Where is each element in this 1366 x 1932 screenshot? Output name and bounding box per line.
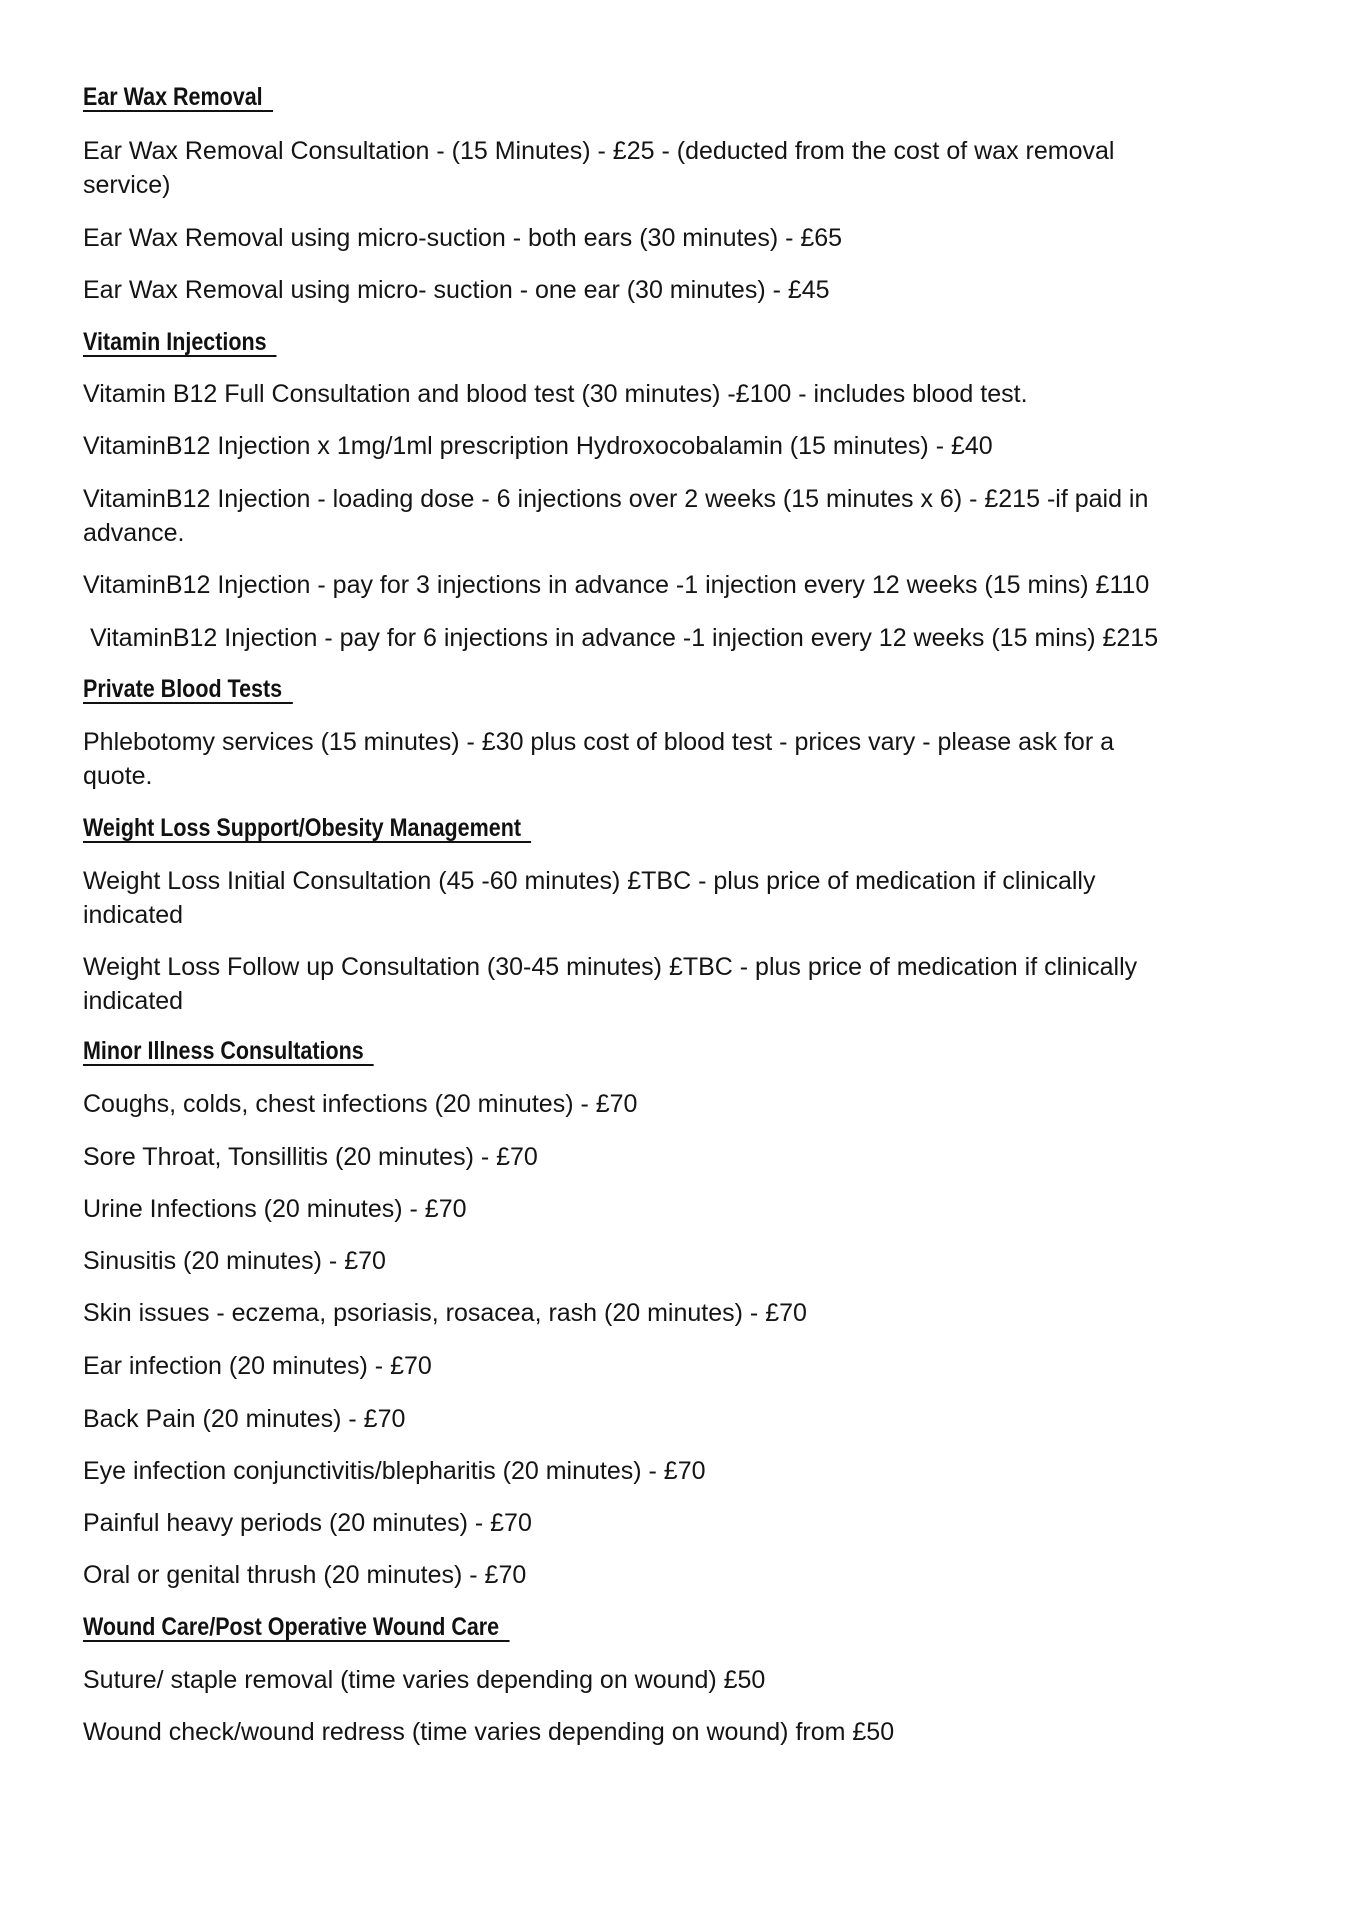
section-heading-weight-loss: [83, 813, 531, 843]
heading-text: Private Blood Tests: [83, 676, 292, 704]
service-item-line: advance.: [83, 519, 185, 547]
service-item: [83, 866, 1095, 930]
service-item: [83, 379, 1028, 409]
heading-text: Vitamin Injections: [83, 329, 277, 357]
service-item: [83, 484, 1148, 548]
service-item-line: Wound check/wound redress (time varies depending on wound) from £50: [83, 1718, 895, 1746]
service-item-line: Vitamin B12 Full Consultation and blood test (30 minutes) -£100 - includes blood test.: [83, 380, 1028, 408]
service-item: [83, 1404, 405, 1434]
service-item-line: Suture/ staple removal (time varies depending on wound) £50: [83, 1666, 766, 1694]
service-item-line: Oral or genital thrush (20 minutes) - £70: [83, 1561, 527, 1589]
service-item: [83, 1456, 706, 1486]
service-item: [83, 1351, 432, 1381]
service-item: [83, 623, 1158, 653]
service-item: [83, 1089, 637, 1119]
service-item-line: Urine Infections (20 minutes) - £70: [83, 1195, 467, 1223]
service-item-line: Eye infection conjunctivitis/blepharitis (20 minutes) - £70: [83, 1457, 706, 1485]
service-item-line: Phlebotomy services (15 minutes) - £30 plus cost of blood test - prices vary - please ask for a: [83, 728, 1115, 756]
heading-text: Minor Illness Consultations: [83, 1038, 374, 1066]
service-item-line: Painful heavy periods (20 minutes) - £70: [83, 1509, 532, 1537]
service-item-line: Skin issues - eczema, psoriasis, rosacea, rash (20 minutes) - £70: [83, 1299, 807, 1327]
service-item-line: VitaminB12 Injection - pay for 3 injections in advance -1 injection every 12 weeks (15 mins) £110: [83, 571, 1150, 599]
service-item-line: Ear infection (20 minutes) - £70: [83, 1352, 432, 1380]
heading-text: Wound Care/Post Operative Wound Care: [83, 1614, 509, 1642]
service-item: [83, 1194, 467, 1224]
service-item-line: Ear Wax Removal Consultation - (15 Minutes) - £25 - (deducted from the cost of wax removal: [83, 137, 1115, 165]
service-item-line: Weight Loss Follow up Consultation (30-45 minutes) £TBC - plus price of medication if clinically: [83, 953, 1138, 981]
service-item-line: Ear Wax Removal using micro-suction - both ears (30 minutes) - £65: [83, 224, 843, 252]
service-item-line: Back Pain (20 minutes) - £70: [83, 1405, 406, 1433]
service-item-line: VitaminB12 Injection - pay for 6 injections in advance -1 injection every 12 weeks (15 mins) £215: [83, 624, 1159, 652]
section-heading-ear-wax-removal: [83, 82, 273, 112]
service-item: [83, 952, 1137, 1016]
service-item-line: VitaminB12 Injection - loading dose - 6 injections over 2 weeks (15 minutes x 6) - £215 -if paid in: [83, 485, 1149, 513]
service-item: [83, 1665, 765, 1695]
service-item: [83, 136, 1114, 200]
service-item: [83, 1717, 894, 1747]
service-item-line: indicated: [83, 987, 184, 1015]
service-item-line: Sore Throat, Tonsillitis (20 minutes) - £70: [83, 1143, 538, 1171]
service-item: [83, 223, 842, 253]
service-item-line: quote.: [83, 762, 153, 790]
service-item: [83, 431, 993, 461]
service-item-line: Ear Wax Removal using micro- suction - one ear (30 minutes) - £45: [83, 276, 830, 304]
service-item-line: Weight Loss Initial Consultation (45 -60 minutes) £TBC - plus price of medication if clinically: [83, 867, 1096, 895]
service-item: [83, 1508, 532, 1538]
service-item-line: Sinusitis (20 minutes) - £70: [83, 1247, 386, 1275]
service-item-line: Coughs, colds, chest infections (20 minutes) - £70: [83, 1090, 638, 1118]
service-item: [83, 1246, 386, 1276]
service-item-line: indicated: [83, 901, 184, 929]
heading-text: Ear Wax Removal: [83, 84, 273, 112]
service-item: [83, 570, 1149, 600]
service-item: [83, 1560, 526, 1590]
service-item: [83, 1298, 807, 1328]
section-heading-wound-care: [83, 1612, 509, 1642]
service-item: [83, 1142, 538, 1172]
section-heading-private-blood-tests: [83, 674, 292, 704]
service-item-line: service): [83, 171, 171, 199]
section-heading-minor-illness: [83, 1036, 374, 1066]
section-heading-vitamin-injections: [83, 327, 277, 357]
service-item: [83, 275, 830, 305]
heading-text: Weight Loss Support/Obesity Management: [83, 815, 531, 843]
service-item: [83, 727, 1114, 791]
service-item-line: VitaminB12 Injection x 1mg/1ml prescription Hydroxocobalamin (15 minutes) - £40: [83, 432, 993, 460]
